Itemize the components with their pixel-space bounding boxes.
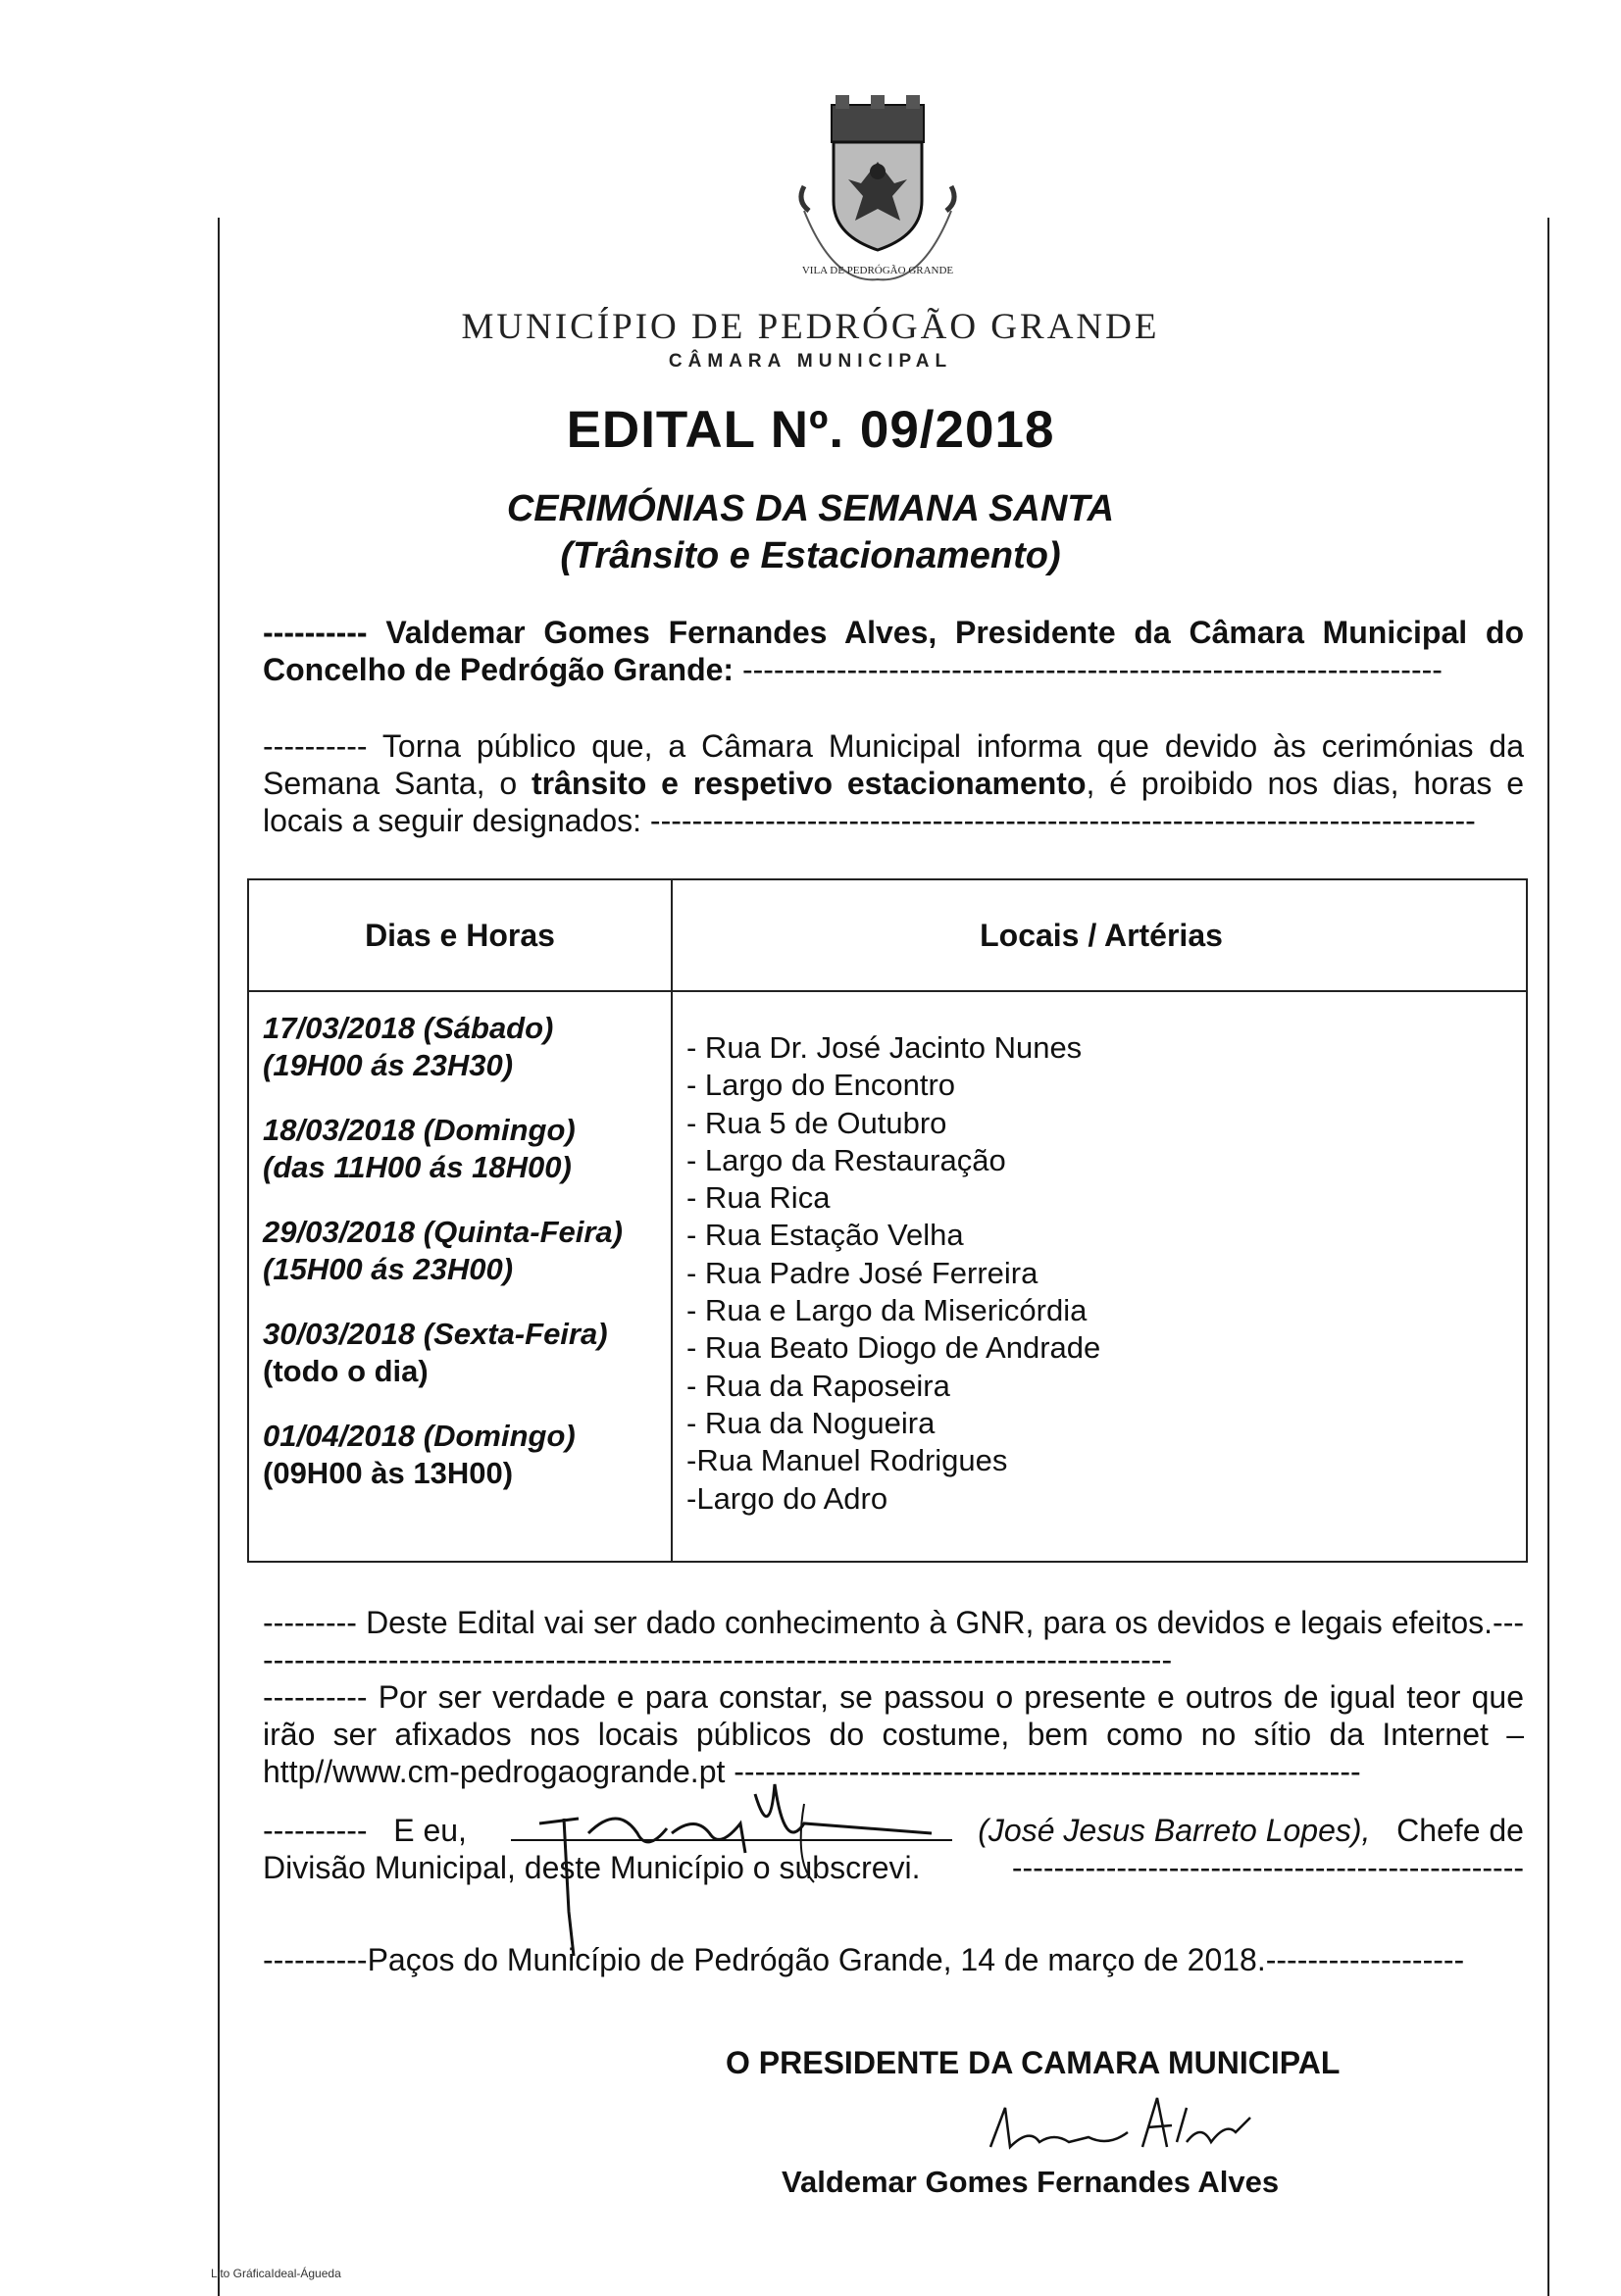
chamber-name: CÂMARA MUNICIPAL: [668, 351, 953, 372]
signatory-role: Chefe de: [1396, 1813, 1524, 1848]
hours-label: (das 11H00 ás 18H00): [263, 1150, 572, 1184]
location-item: - Rua e Largo da Misericórdia: [686, 1293, 1088, 1328]
place-date-paragraph: [263, 1941, 1524, 1978]
table-header-locations: Locais / Artérias: [980, 918, 1223, 953]
notice-bold-text: trânsito e respetivo estacionamento: [531, 766, 1087, 801]
signature-line2: Divisão Municipal, deste Município o subscrevi.: [263, 1850, 921, 1885]
date-entry: [263, 1214, 665, 1288]
signatory-name: (José Jesus Barreto Lopes),: [978, 1813, 1371, 1848]
date-entry: [263, 1010, 665, 1084]
gnr-lead-dashes: ---------: [263, 1605, 357, 1640]
intro-paragraph: [263, 614, 1524, 688]
handwritten-signature-president: [981, 2088, 1275, 2167]
document-subtitle: CERIMÓNIAS DA SEMANA SANTA: [506, 488, 1115, 529]
place-date-trail-dashes: -------------------: [1265, 1942, 1465, 1977]
hours-label: (09H00 às 13H00): [263, 1456, 514, 1490]
date-label: 17/03/2018 (Sábado): [263, 1011, 554, 1045]
date-label: 01/04/2018 (Domingo): [263, 1419, 576, 1453]
location-item: -Largo do Adro: [686, 1480, 888, 1516]
restrictions-table: [247, 878, 1528, 1563]
notice-text-after: , é proibido nos dias, horas e locais a seguir designados:: [263, 766, 1525, 838]
place-date-text: Paços do Município de Pedrógão Grande, 14 de março de 2018.: [367, 1942, 1266, 1977]
location-item: - Rua Dr. José Jacinto Nunes: [686, 1030, 1083, 1065]
date-entry: [263, 1316, 665, 1390]
notice-paragraph: [263, 727, 1524, 839]
intro-lead-dashes: ----------: [263, 615, 368, 650]
signature-lead-dashes: ----------: [263, 1813, 368, 1848]
dates-column: [263, 1010, 665, 1520]
location-item: - Rua Rica: [686, 1180, 831, 1216]
notice-lead-dashes: ----------: [263, 728, 368, 764]
date-label: 30/03/2018 (Sexta-Feira): [263, 1317, 608, 1351]
document-title: EDITAL Nº. 09/2018: [566, 401, 1055, 459]
location-item: - Rua 5 de Outubro: [686, 1105, 947, 1140]
gnr-paragraph: [263, 1604, 1524, 1678]
document-subtitle-2: (Trânsito e Estacionamento): [560, 535, 1061, 576]
table-header-row: [249, 880, 1526, 992]
date-entry: [263, 1418, 665, 1492]
verdade-text: Por ser verdade e para constar, se passou o presente e outros de igual teor que irão ser afixados nos locais públicos do costume, bem como no sítio da Internet –: [263, 1679, 1525, 1752]
verdade-lead-dashes: ----------: [263, 1679, 368, 1715]
locations-list: [686, 1029, 1520, 1518]
place-date-lead-dashes: ----------: [263, 1942, 368, 1977]
date-label: 18/03/2018 (Domingo): [263, 1113, 576, 1147]
verdade-trail-dashes: ------------------------------------------------------------: [734, 1754, 1361, 1789]
hours-label: (todo o dia): [263, 1354, 429, 1388]
municipal-crest-logo: [775, 93, 981, 289]
location-item: - Rua Padre José Ferreira: [686, 1255, 1038, 1290]
location-item: - Largo do Encontro: [686, 1068, 956, 1103]
location-item: - Largo da Restauração: [686, 1142, 1006, 1177]
date-label: 29/03/2018 (Quinta-Feira): [263, 1215, 623, 1249]
location-item: -Rua Manuel Rodrigues: [686, 1443, 1008, 1478]
printer-credit: Lito GráficaIdeal-Águeda: [211, 2267, 341, 2280]
signature-e-eu: E eu,: [393, 1813, 467, 1848]
crest-motto: VILA DE PEDRÓGÃO GRANDE: [801, 265, 954, 276]
table-header-dates: Dias e Horas: [365, 918, 555, 953]
president-name: Valdemar Gomes Fernandes Alves: [782, 2165, 1280, 2199]
website-link[interactable]: http//www.cm-pedrogaogrande.pt: [263, 1754, 726, 1789]
hours-label: (15H00 ás 23H00): [263, 1252, 514, 1286]
notice-text-before: Torna público que, a Câmara Municipal informa que devido às cerimónias da Semana Santa, o: [263, 728, 1525, 801]
notice-trail-dashes: -------------------------------------------------------------------------------: [649, 803, 1476, 838]
president-title: O PRESIDENTE DA CAMARA MUNICIPAL: [726, 2045, 1341, 2080]
intro-name: Valdemar Gomes Fernandes Alves, Presidente da Câmara Municipal do Concelho de Pedrógão Grande:: [263, 615, 1525, 687]
location-item: - Rua Beato Diogo de Andrade: [686, 1330, 1101, 1366]
location-item: - Rua da Raposeira: [686, 1368, 950, 1403]
hours-label: (19H00 ás 23H30): [263, 1048, 514, 1082]
location-item: - Rua Estação Velha: [686, 1218, 964, 1253]
intro-trail-dashes: -------------------------------------------------------------------: [741, 652, 1443, 687]
gnr-text: Deste Edital vai ser dado conhecimento à GNR, para os devidos e legais efeitos.: [366, 1605, 1494, 1640]
handwritten-signature-chefe: [510, 1765, 961, 1961]
gnr-trail-dashes: ------------------------------------------------------------------------------------------: [263, 1605, 1524, 1677]
location-item: - Rua da Nogueira: [686, 1405, 936, 1440]
municipality-name: MUNICÍPIO DE PEDRÓGÃO GRANDE: [461, 307, 1160, 347]
date-entry: [263, 1112, 665, 1186]
signature-trail-dashes: -------------------------------------------------: [1011, 1850, 1524, 1885]
